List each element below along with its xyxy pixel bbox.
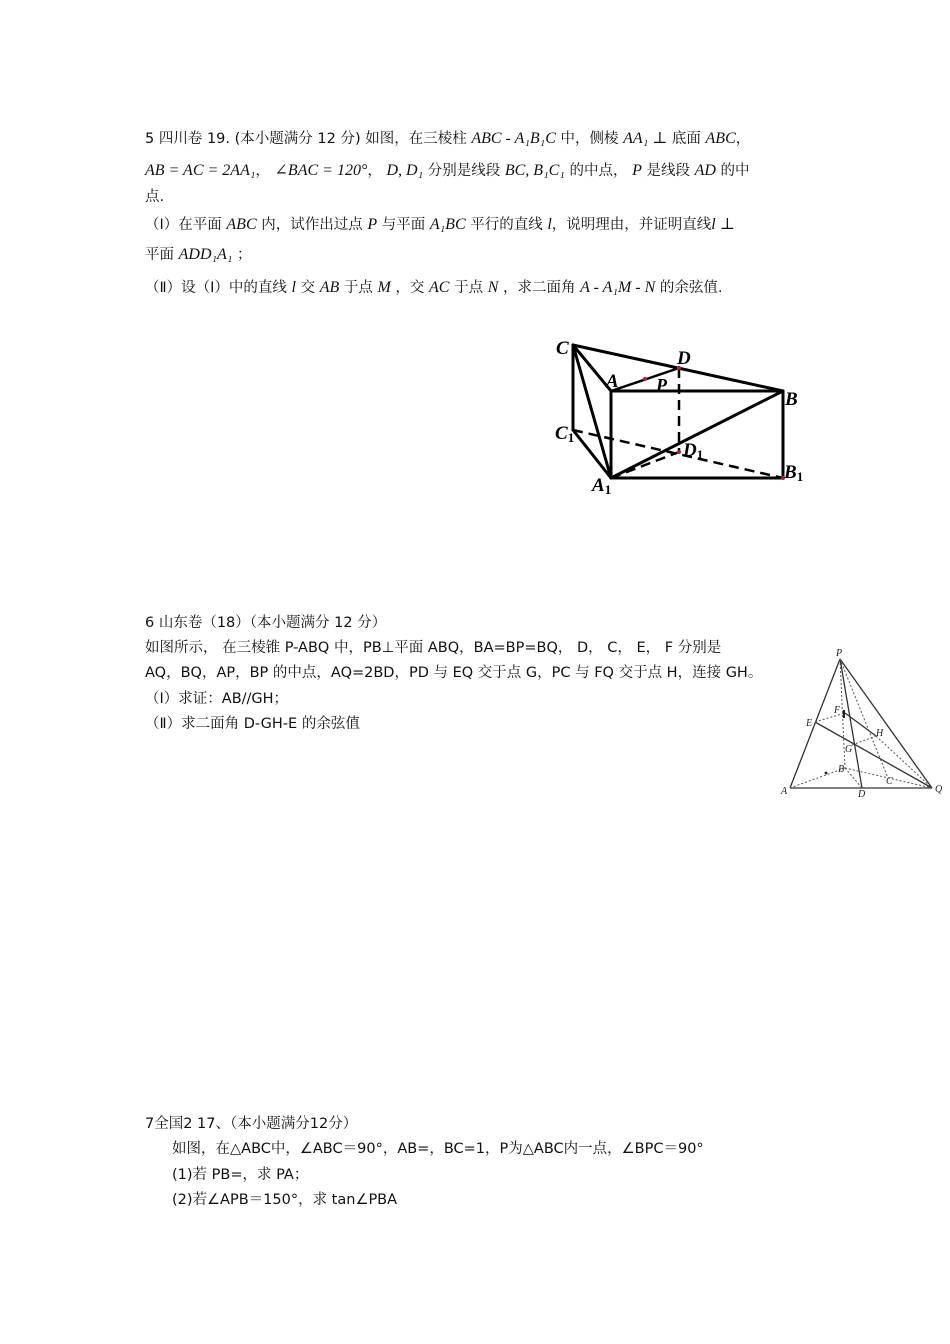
text: 是线段	[646, 163, 690, 179]
text: 底面	[671, 131, 701, 147]
label-D: D	[858, 789, 866, 800]
text: 分别是线段	[427, 163, 501, 179]
text: 的中点，	[569, 163, 628, 179]
problem-5-line-4	[145, 212, 735, 238]
text: ；	[237, 247, 252, 263]
problem-5-line-1	[145, 126, 750, 152]
text: 平面	[145, 247, 174, 263]
math: AA₁ ⊥	[623, 130, 668, 147]
label-C: C	[556, 338, 569, 359]
problem-6-line-3	[145, 686, 288, 712]
edge-P-Q	[840, 659, 932, 788]
label-P: P	[836, 648, 843, 659]
marker-F	[843, 710, 845, 718]
problem-7-line-3	[172, 1187, 397, 1213]
prism-figure	[540, 330, 820, 505]
math: ABC	[705, 130, 736, 147]
text: 点.	[145, 189, 165, 205]
label-E: E	[806, 718, 813, 729]
text: 于点	[343, 280, 373, 296]
math: A - A₁M - N	[580, 279, 656, 296]
label-Q: Q	[935, 784, 943, 795]
point-P	[643, 377, 647, 381]
problem-7-title	[145, 1111, 357, 1137]
text: ，求二面角	[502, 280, 576, 296]
segment-F-H	[845, 713, 876, 736]
text: 6 山东卷（18）（本小题满分 12 分）	[145, 615, 387, 631]
problem-6-line-2	[145, 660, 762, 686]
edge-P-A	[790, 659, 840, 788]
math: l	[547, 216, 552, 233]
problem-6-title	[145, 610, 386, 636]
label-A: A	[606, 371, 619, 392]
problem-5-line-6	[145, 275, 722, 301]
math: ADD₁A₁	[178, 246, 233, 263]
text: 的余弦值.	[659, 280, 723, 296]
math: BC, B₁C₁	[504, 162, 565, 179]
math: AB = AC = 2AA₁	[145, 162, 256, 179]
hidden-edge-A-B	[790, 768, 845, 788]
math: AD	[694, 162, 716, 179]
problem-6-line-1	[145, 635, 721, 661]
text: （Ⅰ）在平面	[145, 217, 222, 233]
text: 如图，在△ABC中，∠ABC＝90°，AB=，BC=1，P为△ABC内一点，∠BPC＝90°	[172, 1141, 704, 1157]
text: 与平面	[381, 217, 426, 233]
text: 内，试作出过点	[261, 217, 363, 233]
marker-A-B	[825, 772, 828, 775]
label-D1: D1	[683, 440, 704, 462]
math: ∠BAC = 120°	[274, 162, 368, 179]
label-B: B	[785, 389, 798, 410]
label-B: B	[838, 764, 845, 775]
text: 5 四川卷 19. (本小题满分 12 分) 如图，在三棱柱	[145, 131, 467, 147]
text: ，	[367, 163, 382, 179]
hidden-segment-E-F	[815, 713, 845, 722]
label-F: F	[834, 705, 841, 716]
label-G: G	[845, 744, 853, 755]
hidden-segment-G-H	[852, 736, 876, 745]
text: （Ⅱ）设（Ⅰ）中的直线	[145, 280, 287, 296]
text: ，	[735, 131, 751, 147]
problem-6-line-4	[145, 711, 360, 737]
math: M	[377, 279, 391, 296]
math: AC	[429, 279, 450, 296]
text: ，说明理由，并证明直线	[551, 217, 712, 233]
math: D, D₁	[386, 162, 424, 179]
tetrahedron-figure	[775, 644, 950, 800]
math: l ⊥	[711, 216, 735, 233]
math: ABC - A₁B₁C	[471, 130, 556, 147]
math: l	[291, 279, 296, 296]
point-D1	[677, 450, 681, 454]
math: ABC	[226, 216, 257, 233]
label-P: P	[656, 375, 667, 395]
text: 中，侧棱	[560, 131, 619, 147]
label-H: H	[876, 728, 884, 739]
text: 于点	[454, 280, 484, 296]
label-A: A	[781, 786, 788, 797]
problem-5-line-3	[145, 184, 164, 210]
segment-E-Q	[815, 722, 932, 788]
hidden-segment-P-C	[840, 659, 888, 778]
problem-5-line-2	[145, 158, 750, 184]
text: 如图所示， 在三棱锥 P-ABQ 中，PB⊥平面 ABQ，BA=BP=BQ， D， C， E， F 分别是	[145, 640, 722, 656]
text: ，交	[395, 280, 425, 296]
text: 交	[300, 280, 316, 296]
text: (2)若∠APB＝150°，求 tan∠PBA	[172, 1192, 398, 1208]
problem-5-line-5	[145, 242, 252, 268]
text: （Ⅰ）求证：AB//GH；	[145, 691, 289, 707]
edge-A1-B	[611, 391, 783, 478]
math: A₁BC	[429, 216, 466, 233]
problem-7-line-2	[172, 1162, 308, 1188]
label-B1: B1	[784, 462, 804, 484]
math: N	[487, 279, 499, 296]
text: AQ，BQ，AP，BP 的中点，AQ=2BD，PD 与 EQ 交于点 G，PC 与 FQ 交于点 H，连接 GH。	[145, 665, 763, 681]
label-C1: C1	[555, 423, 575, 445]
hidden-segment-F-Q	[876, 736, 932, 788]
problem-7-line-1	[172, 1136, 704, 1162]
label-A1: A1	[592, 475, 612, 497]
text: （Ⅱ）求二面角 D-GH-E 的余弦值	[145, 716, 360, 732]
text: 平行的直线	[470, 217, 543, 233]
text: (1)若 PB=，求 PA；	[172, 1167, 309, 1183]
text: 的中	[720, 163, 750, 179]
label-C: C	[886, 776, 893, 787]
math: AB	[319, 279, 340, 296]
text: ，	[255, 163, 270, 179]
math: P	[367, 216, 378, 233]
edge-C-A1	[573, 345, 611, 478]
text: 7全国2 17、（本小题满分12分）	[145, 1116, 358, 1132]
label-D: D	[677, 348, 691, 369]
math: P	[632, 162, 642, 179]
